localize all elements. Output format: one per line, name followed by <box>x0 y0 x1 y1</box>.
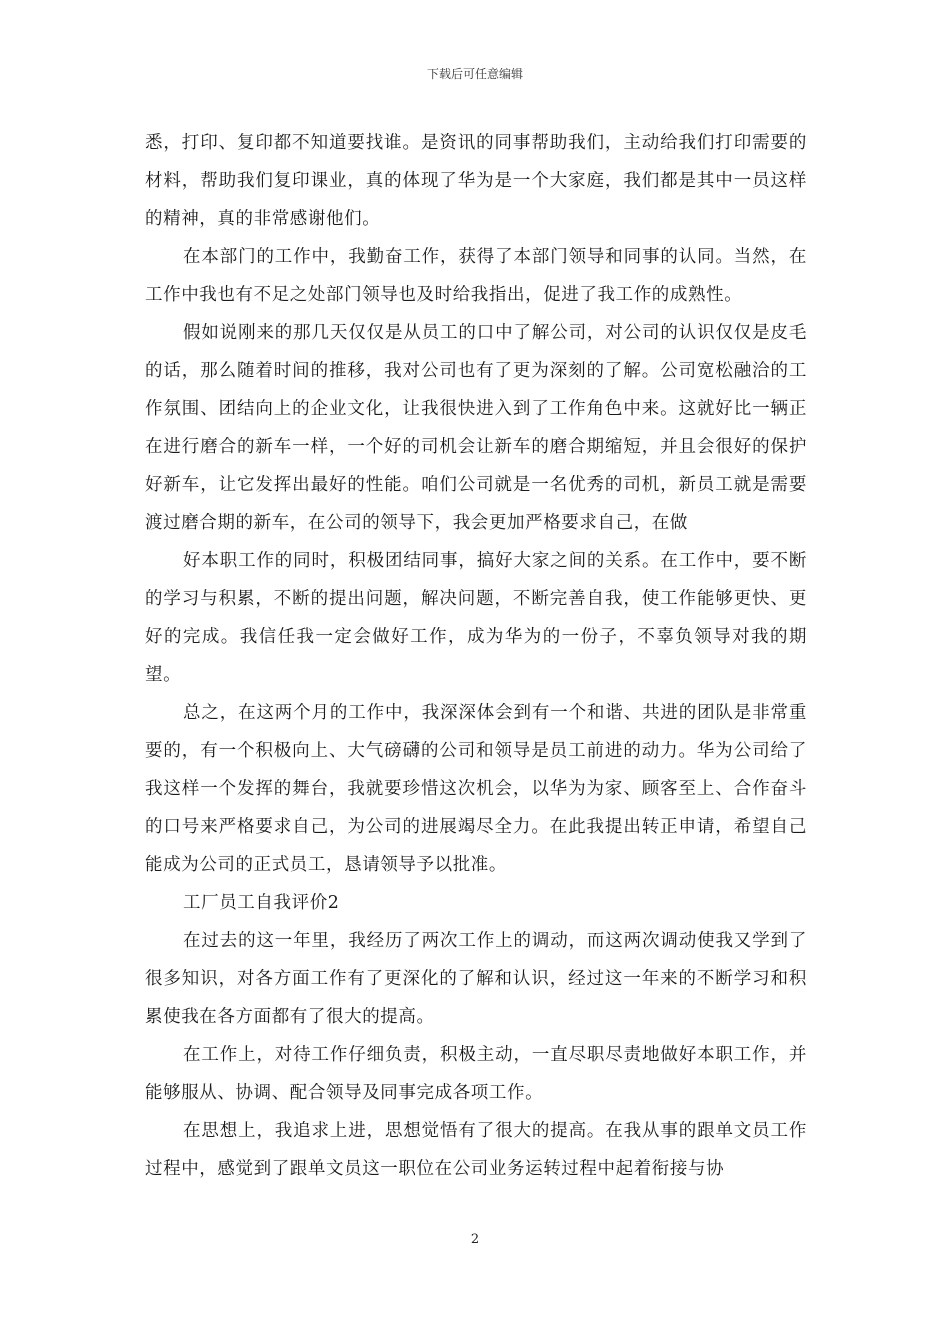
paragraph-7: 在工作上，对待工作仔细负责，积极主动，一直尽职尽责地做好本职工作，并能够服从、协调、配合领导及同事完成各项工作。 <box>145 1045 807 1103</box>
paragraph-6: 在过去的这一年里，我经历了两次工作上的调动，而这两次调动使我又学到了很多知识，对各方面工作有了更深化的了解和认识，经过这一年来的不断学习和积累使我在各方面都有了很大的提高。 <box>145 931 807 1027</box>
paragraph-2: 在本部门的工作中，我勤奋工作，获得了本部门领导和同事的认同。当然，在工作中我也有不足之处部门领导也及时给我指出，促进了我工作的成熟性。 <box>145 247 807 305</box>
paragraph-1: 悉，打印、复印都不知道要找谁。是资讯的同事帮助我们，主动给我们打印需要的材料，帮助我们复印课业，真的体现了华为是一个大家庭，我们都是其中一员这样的精神，真的非常感谢他们。 <box>145 133 807 229</box>
page-header: 下载后可任意编辑 <box>426 67 523 81</box>
document-body <box>145 124 807 1188</box>
paragraph-5: 总之，在这两个月的工作中，我深深体会到有一个和谐、共进的团队是非常重要的，有一个积极向上、大气磅礴的公司和领导是员工前进的动力。华为公司给了我这样一个发挥的舞台，我就要珍惜这次机会，以华为为家、顾客至上、合作奋斗的口号来严格要求自己，为公司的进展竭尽全力。在此我提出转正申请，希望自己能成为公司的正式员工，恳请领导予以批准。 <box>145 703 807 875</box>
paragraph-8: 在思想上，我追求上进，思想觉悟有了很大的提高。在我从事的跟单文员工作过程中，感觉到了跟单文员这一职位在公司业务运转过程中起着衔接与协 <box>145 1121 807 1179</box>
section-heading: 工厂员工自我评价2 <box>183 893 340 913</box>
paragraph-3: 假如说刚来的那几天仅仅是从员工的口中了解公司，对公司的认识仅仅是皮毛的话，那么随着时间的推移，我对公司也有了更为深刻的了解。公司宽松融洽的工作氛围、团结向上的企业文化，让我很快进入到了工作角色中来。这就好比一辆正在进行磨合的新车一样，一个好的司机会让新车的磨合期缩短，并且会很好的保护好新车，让它发挥出最好的性能。咱们公司就是一名优秀的司机，新员工就是需要渡过磨合期的新车，在公司的领导下，我会更加严格要求自己，在做 <box>145 323 807 533</box>
page-number: 2 <box>470 1232 480 1247</box>
paragraph-4: 好本职工作的同时，积极团结同事，搞好大家之间的关系。在工作中，要不断的学习与积累，不断的提出问题，解决问题，不断完善自我，使工作能够更快、更好的完成。我信任我一定会做好工作，成为华为的一份子，不辜负领导对我的期望。 <box>145 551 807 685</box>
